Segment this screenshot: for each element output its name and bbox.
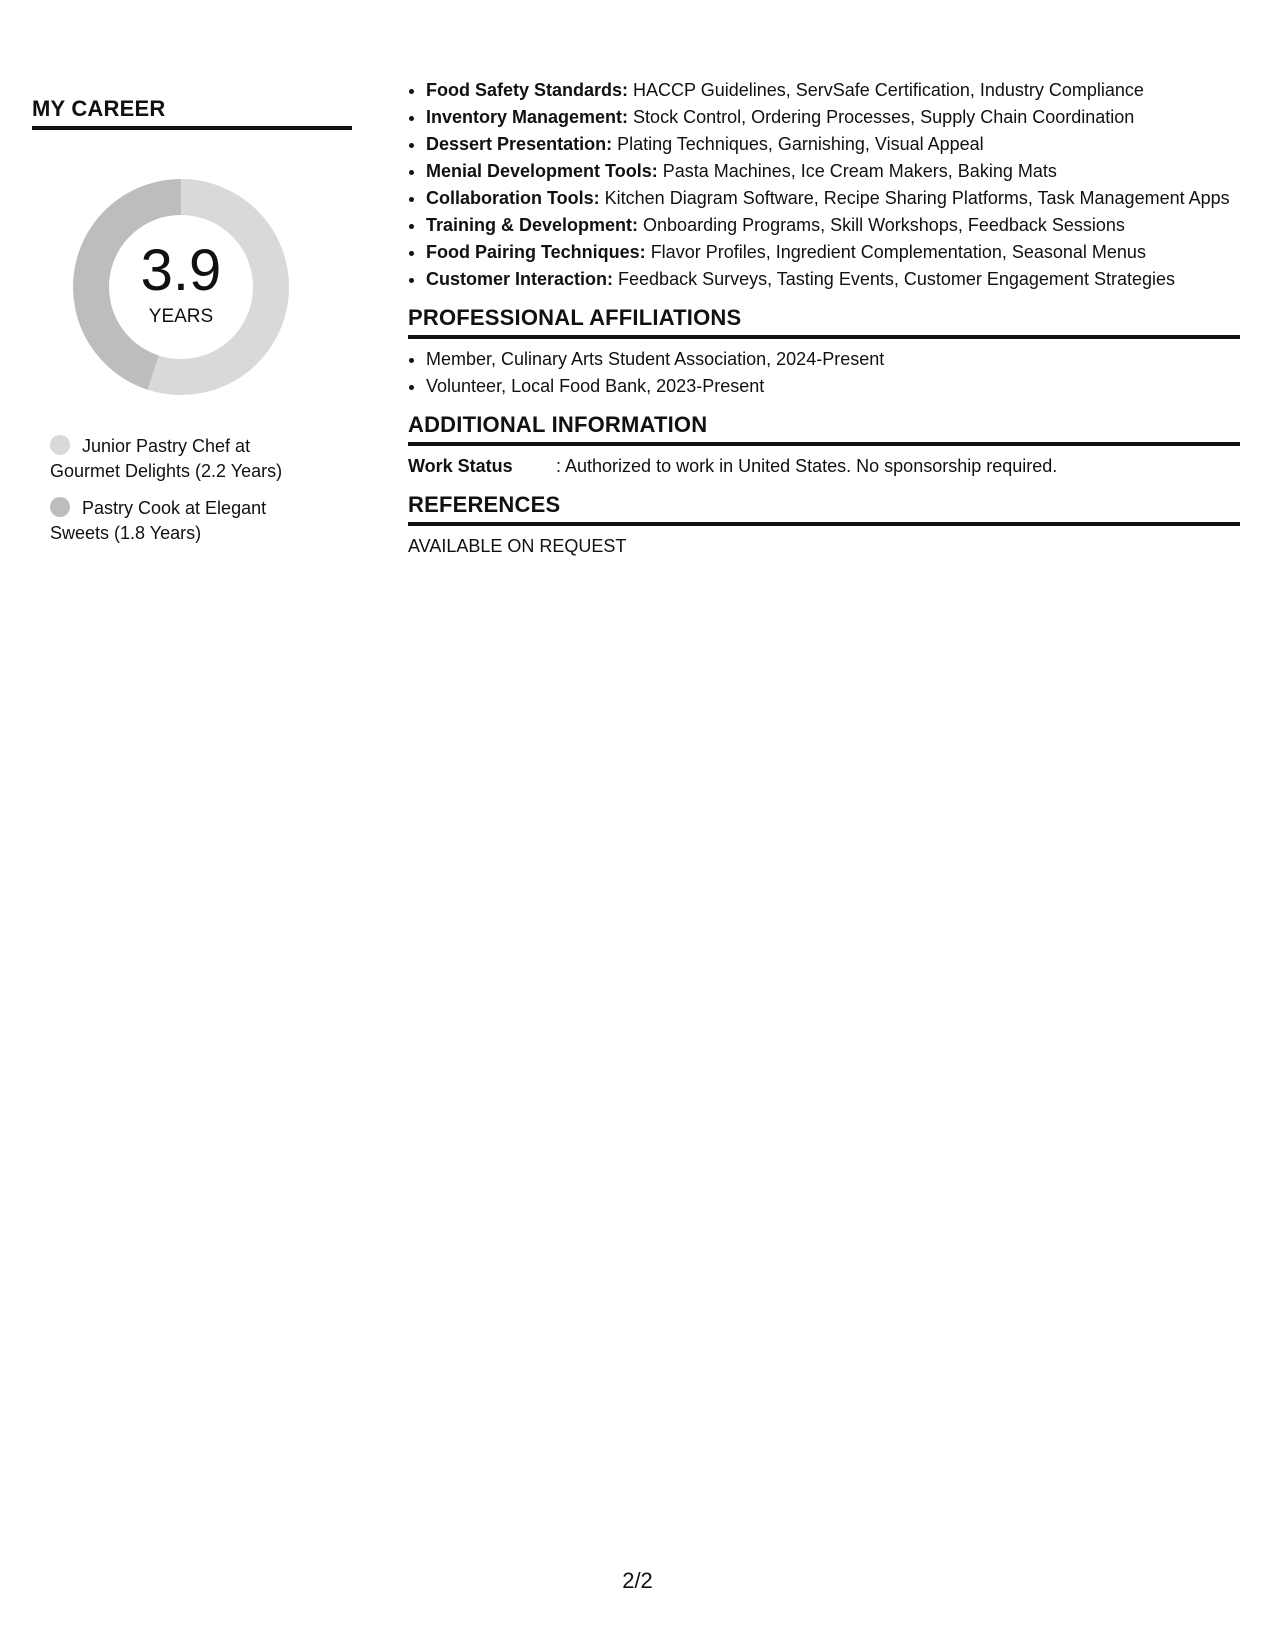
list-item: • Member, Culinary Arts Student Association, 2024-Present bbox=[426, 347, 1240, 371]
skill-label: Collaboration Tools: bbox=[426, 188, 600, 208]
skill-text: Flavor Profiles, Ingredient Complementation, Seasonal Menus bbox=[645, 242, 1146, 262]
skill-label: Training & Development: bbox=[426, 215, 639, 235]
skill-label: Customer Interaction: bbox=[426, 269, 614, 289]
references-heading: REFERENCES bbox=[408, 492, 1240, 526]
list-item bbox=[426, 78, 1240, 102]
legend-label: Junior Pastry Chef at Gourmet Delights (2.2 Years) bbox=[50, 436, 283, 481]
affiliations-section bbox=[408, 347, 1240, 398]
work-status-label: Work Status bbox=[408, 456, 513, 476]
legend-dot-icon bbox=[50, 435, 70, 455]
skill-label: Menial Development Tools: bbox=[426, 161, 658, 181]
skill-label: Inventory Management: bbox=[426, 107, 629, 127]
list-item bbox=[426, 105, 1240, 129]
skill-label: Food Safety Standards: bbox=[426, 80, 629, 100]
legend-item bbox=[50, 496, 320, 546]
career-sidebar bbox=[32, 96, 352, 558]
skill-text: Feedback Surveys, Tasting Events, Customer Engagement Strategies bbox=[613, 269, 1175, 289]
skill-label: Dessert Presentation: bbox=[426, 134, 613, 154]
skill-text: Kitchen Diagram Software, Recipe Sharing Platforms, Task Management Apps bbox=[599, 188, 1230, 208]
list-item bbox=[426, 159, 1240, 183]
page-number: 2/2 bbox=[622, 1568, 653, 1593]
skill-text: HACCP Guidelines, ServSafe Certification, Industry Compliance bbox=[628, 80, 1144, 100]
list-item bbox=[426, 186, 1240, 210]
skill-text: Plating Techniques, Garnishing, Visual Appeal bbox=[612, 134, 984, 154]
list-item: • Volunteer, Local Food Bank, 2023-Present bbox=[426, 374, 1240, 398]
additional-info-section bbox=[408, 454, 1240, 478]
skill-text: Stock Control, Ordering Processes, Supply Chain Coordination bbox=[628, 107, 1135, 127]
work-status-row bbox=[408, 454, 1240, 478]
legend-dot-icon bbox=[50, 497, 70, 517]
career-donut-chart bbox=[66, 172, 296, 402]
skill-label: Food Pairing Techniques: bbox=[426, 242, 646, 262]
skill-text: Onboarding Programs, Skill Workshops, Feedback Sessions bbox=[638, 215, 1125, 235]
legend-label: Pastry Cook at Elegant Sweets (1.8 Years) bbox=[50, 498, 267, 543]
affiliations-heading: PROFESSIONAL AFFILIATIONS bbox=[408, 305, 1240, 339]
career-heading: MY CAREER bbox=[32, 96, 352, 130]
skill-text: Pasta Machines, Ice Cream Makers, Baking Mats bbox=[657, 161, 1057, 181]
skills-list bbox=[408, 78, 1240, 291]
total-years-unit: YEARS bbox=[148, 306, 214, 327]
list-item bbox=[426, 213, 1240, 237]
work-status-value: : Authorized to work in United States. No sponsorship required. bbox=[556, 456, 1058, 476]
list-item bbox=[426, 240, 1240, 264]
affiliations-list bbox=[408, 347, 1240, 398]
total-years-value: 3.9 bbox=[140, 238, 222, 303]
list-item bbox=[426, 132, 1240, 156]
donut-center bbox=[66, 172, 296, 402]
references-section bbox=[408, 534, 1240, 558]
references-text: AVAILABLE ON REQUEST bbox=[408, 536, 627, 556]
legend-item bbox=[50, 434, 320, 484]
main-content bbox=[408, 78, 1240, 558]
list-item bbox=[426, 267, 1240, 291]
additional-info-heading: ADDITIONAL INFORMATION bbox=[408, 412, 1240, 446]
career-legend bbox=[50, 434, 320, 546]
